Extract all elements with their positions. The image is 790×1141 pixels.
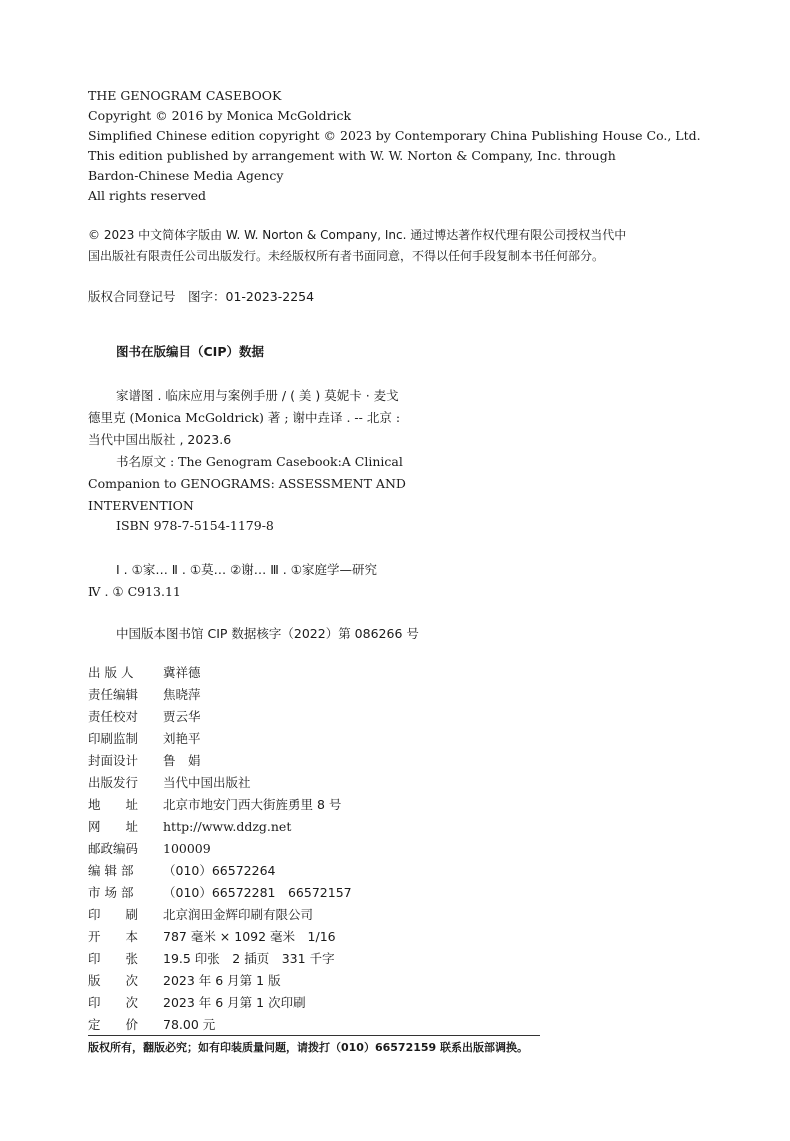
credit-label: 出 版 人 — [88, 665, 134, 680]
credit-value: 焦晓萍 — [163, 687, 201, 702]
cip-line: 德里克 (Monica McGoldrick) 著 ; 谢中垚译 . -- 北京 : — [88, 410, 401, 425]
credit-value: 100009 — [163, 841, 211, 856]
divider-rule — [88, 1035, 540, 1036]
credit-label: 编 辑 部 — [88, 863, 134, 878]
copyright-cn-line-1: © 2023 中文简体字版由 W. W. Norton & Company, Inc. 通过博达著作权代理有限公司授权当代中 — [88, 228, 627, 242]
copyright-line: Copyright © 2016 by Monica McGoldrick — [88, 108, 352, 123]
credit-value: 冀祥德 — [163, 665, 201, 680]
credit-label: 封面设计 — [88, 753, 139, 768]
credit-label: 版 次 — [88, 973, 139, 988]
cip-heading: 图书在版编目（CIP）数据 — [116, 344, 264, 359]
credit-label: 责任编辑 — [88, 687, 139, 702]
credit-value: （010）66572264 — [163, 863, 276, 878]
credit-value: 78.00 元 — [163, 1017, 216, 1032]
cip-line: 书名原文 : The Genogram Casebook:A Clinical — [116, 454, 403, 469]
credit-value: 787 毫米 × 1092 毫米 1/16 — [163, 929, 336, 944]
cip-line: 家谱图 . 临床应用与案例手册 / ( 美 ) 莫妮卡 · 麦戈 — [116, 388, 399, 403]
credit-value: 当代中国出版社 — [163, 775, 251, 790]
credit-value: 贾云华 — [163, 709, 201, 724]
credit-value: （010）66572281 66572157 — [163, 885, 352, 900]
credit-label: 市 场 部 — [88, 885, 134, 900]
cip-line: INTERVENTION — [88, 498, 194, 513]
cip-verify-line: 中国版本图书馆 CIP 数据核字（2022）第 086266 号 — [116, 626, 419, 641]
credit-label: 印 刷 — [88, 907, 139, 922]
credit-value: 鲁 娟 — [163, 753, 201, 768]
book-title-en: THE GENOGRAM CASEBOOK — [88, 88, 282, 103]
agency-line: Bardon-Chinese Media Agency — [88, 168, 284, 183]
credit-label: 网 址 — [88, 819, 139, 834]
edition-copyright-line: Simplified Chinese edition copyright © 2023 by Contemporary China Publishing House Co., Ltd. — [88, 128, 701, 143]
cip-line: 当代中国出版社 , 2023.6 — [88, 432, 232, 447]
credit-label: 印刷监制 — [88, 731, 139, 746]
credit-label: 定 价 — [88, 1017, 139, 1032]
cip-classification-line: Ⅳ . ① C913.11 — [88, 584, 181, 599]
cip-line: Companion to GENOGRAMS: ASSESSMENT AND — [88, 476, 406, 491]
credit-label: 邮政编码 — [88, 841, 139, 856]
credit-value: 刘艳平 — [163, 731, 201, 746]
credit-value: 北京市地安门西大街旌勇里 8 号 — [163, 797, 342, 812]
credit-value: 19.5 印张 2 插页 331 千字 — [163, 951, 335, 966]
credit-label: 印 次 — [88, 995, 139, 1010]
credit-label: 地 址 — [88, 797, 139, 812]
credit-label: 开 本 — [88, 929, 139, 944]
credit-value: 2023 年 6 月第 1 版 — [163, 973, 281, 988]
credit-label: 印 张 — [88, 951, 139, 966]
credit-label: 出版发行 — [88, 775, 139, 790]
isbn-line: ISBN 978-7-5154-1179-8 — [116, 518, 274, 533]
credit-value: 2023 年 6 月第 1 次印刷 — [163, 995, 306, 1010]
copyright-cn-line-2: 国出版社有限责任公司出版发行。未经版权所有者书面同意，不得以任何手段复制本书任何部分。 — [88, 249, 605, 263]
rights-notice: 版权所有，翻版必究；如有印装质量问题，请拨打（010）66572159 联系出版部调换。 — [88, 1041, 529, 1054]
cip-classification-line: Ⅰ . ①家… Ⅱ . ①莫… ②谢… Ⅲ . ①家庭学—研究 — [116, 562, 377, 577]
rights-reserved-line: All rights reserved — [88, 188, 207, 203]
website-link[interactable]: http://www.ddzg.net — [163, 819, 292, 834]
contract-registration: 版权合同登记号 图字：01-2023-2254 — [88, 289, 315, 304]
credit-label: 责任校对 — [88, 709, 139, 724]
arrangement-line: This edition published by arrangement with W. W. Norton & Company, Inc. through — [88, 148, 616, 163]
credit-value: 北京润田金辉印刷有限公司 — [163, 907, 314, 922]
